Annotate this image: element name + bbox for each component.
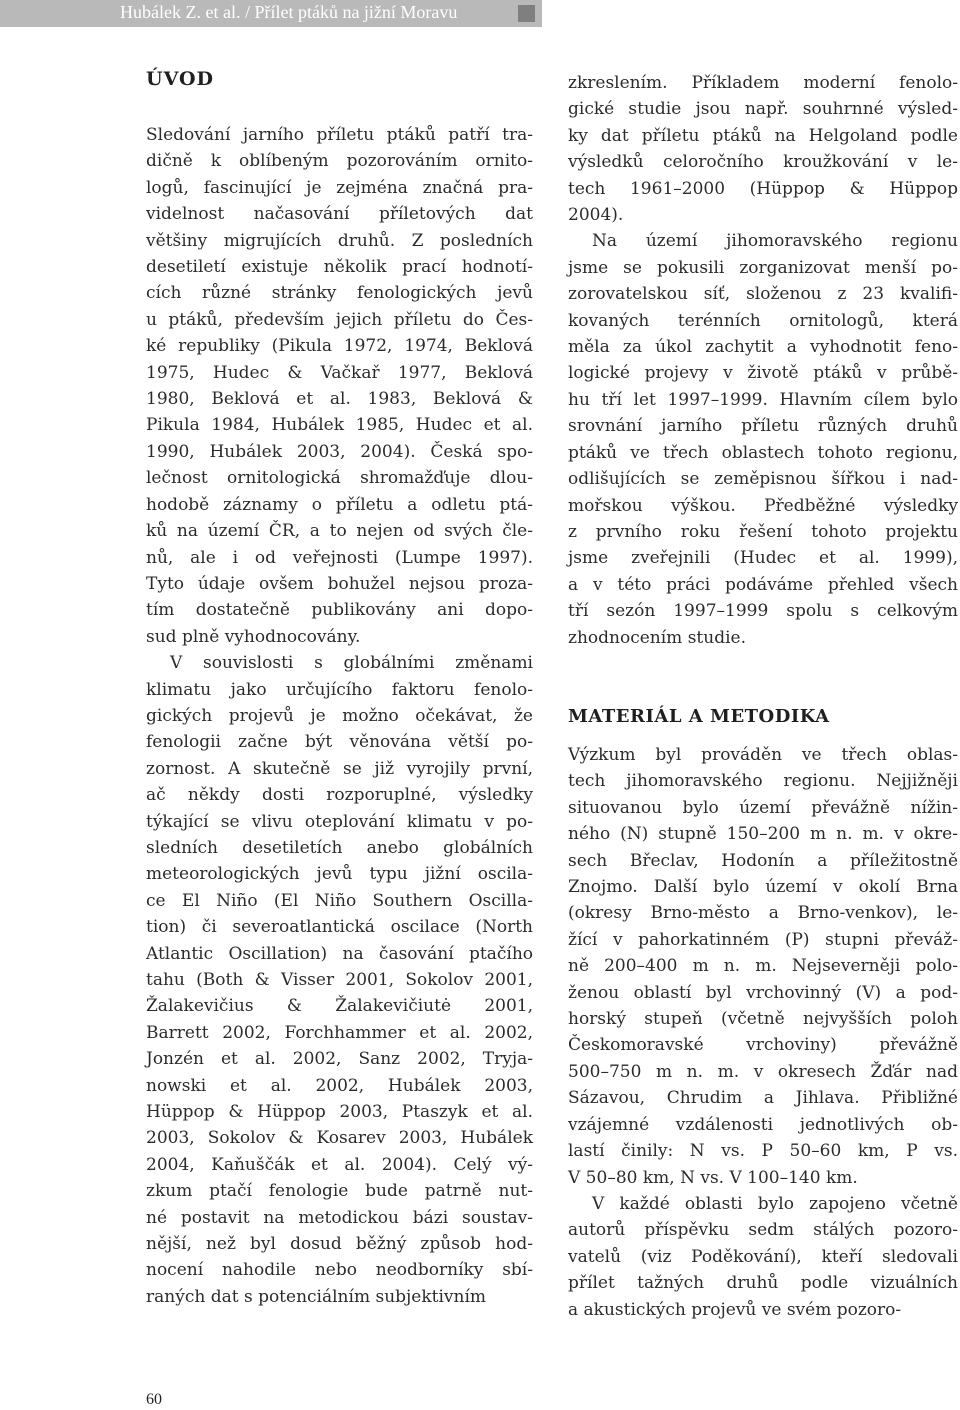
text-line: ké republiky (Pikula 1972, 1974, Beklová bbox=[146, 336, 533, 357]
text-line: Hüppop & Hüppop 2003, Ptaszyk et al. bbox=[146, 1102, 533, 1123]
text-line: logické projevy v životě ptáků v průbě- bbox=[568, 363, 958, 384]
text-line: 2003, Sokolov & Kosarev 2003, Hubálek bbox=[146, 1128, 533, 1149]
text-line: Znojmo. Další bylo území v okolí Brna bbox=[568, 877, 958, 898]
text-line: sud plně vyhodnocovány. bbox=[146, 626, 361, 647]
text-line: většiny migrujících druhů. Z posledních bbox=[146, 230, 533, 251]
text-line: Atlantic Oscillation) na časování ptačího bbox=[146, 943, 533, 964]
text-line: zkum ptačí fenologie bude patrně nut- bbox=[146, 1181, 533, 1202]
text-line: nowski et al. 2002, Hubálek 2003, bbox=[146, 1075, 533, 1096]
text-line: nocení nahodile nebo neodborníky sbí- bbox=[146, 1260, 533, 1281]
text-line: sech Břeclav, Hodonín a příležitostně bbox=[568, 850, 958, 871]
text-line: zhodnocením studie. bbox=[568, 627, 746, 648]
text-line: 500–750 m n. m. v okresech Žďár nad bbox=[568, 1061, 958, 1082]
right-text-column-top bbox=[568, 70, 958, 651]
text-line: V 50–80 km, N vs. V 100–140 km. bbox=[568, 1167, 858, 1188]
text-line: vatelů (viz Poděkování), kteří sledovali bbox=[568, 1246, 958, 1267]
text-line: Českomoravské vrchoviny) převážně bbox=[568, 1035, 958, 1056]
text-line: gické studie jsou např. souhrnné výsled- bbox=[568, 99, 958, 120]
text-line: sledních desetiletích anebo globálních bbox=[146, 837, 533, 858]
text-line: 1990, Hubálek 2003, 2004). Česká spo- bbox=[146, 441, 533, 462]
text-line: srovnání jarního příletu různých druhů bbox=[568, 416, 958, 437]
text-line: zkreslením. Příkladem moderní fenolo- bbox=[568, 73, 958, 93]
text-line: hu tří let 1997–1999. Hlavním cílem bylo bbox=[568, 389, 958, 410]
section-heading-uvod: ÚVOD bbox=[146, 68, 215, 90]
text-line: hodobě záznamy o příletu a odletu ptá- bbox=[146, 494, 533, 515]
text-line: logů, fascinující je zejména značná pra- bbox=[146, 177, 533, 198]
text-line: videlnost načasování příletových dat bbox=[146, 204, 533, 225]
text-line: 1975, Hudec & Vačkař 1977, Beklová bbox=[146, 362, 533, 383]
text-line: ce El Niño (El Niño Southern Oscilla- bbox=[146, 890, 533, 911]
text-line: Jonzén et al. 2002, Sanz 2002, Tryja- bbox=[146, 1049, 533, 1070]
text-line: horský stupeň (včetně nejvyšších poloh bbox=[568, 1009, 958, 1030]
text-line: V každé oblasti bylo zapojeno včetně bbox=[592, 1193, 958, 1214]
text-line: tahu (Both & Visser 2001, Sokolov 2001, bbox=[146, 970, 533, 990]
text-line: měla za úkol zachytit a vyhodnotit feno- bbox=[568, 337, 958, 358]
text-line: ptáků ve třech oblastech tohoto regionu, bbox=[568, 442, 958, 463]
page-number: 60 bbox=[146, 1391, 162, 1408]
text-line: 1980, Beklová et al. 1983, Beklová & bbox=[146, 389, 533, 410]
text-line: (okresy Brno-město a Brno-venkov), le- bbox=[568, 903, 958, 924]
text-line: dičně k oblíbeným pozorováním ornito- bbox=[146, 151, 533, 172]
text-line: Barrett 2002, Forchhammer et al. 2002, bbox=[146, 1022, 533, 1043]
text-line: tion) či severoatlantická oscilace (North bbox=[146, 917, 533, 938]
text-line: fenologii začne být věnována větší po- bbox=[146, 732, 533, 753]
running-header bbox=[0, 0, 542, 27]
text-line: žící v pahorkatinném (P) stupni převáž- bbox=[568, 929, 958, 950]
text-line: Sázavou, Chrudim a Jihlava. Přibližné bbox=[568, 1088, 958, 1109]
text-line: Výzkum byl prováděn ve třech oblas- bbox=[568, 745, 958, 765]
text-line: a v této práci podáváme přehled všech bbox=[568, 574, 958, 595]
text-line: tím dostatečně publikovány ani dopo- bbox=[146, 600, 533, 621]
text-line: Žalakevičius & Žalakevičiutė 2001, bbox=[146, 996, 533, 1017]
text-line: 2004, Kaňuščák et al. 2004). Celý vý- bbox=[146, 1154, 533, 1175]
text-line: nější, než byl dosud běžný způsob hod- bbox=[146, 1234, 533, 1255]
text-line: ky dat příletu ptáků na Helgoland podle bbox=[568, 125, 958, 146]
text-line: lečnost ornitologická shromažďuje dlou- bbox=[146, 468, 533, 489]
text-line: z prvního roku řešení tohoto projektu bbox=[568, 521, 958, 542]
text-line: cích různé stránky fenologických jevů bbox=[146, 283, 533, 304]
text-line: desetiletí existuje několik prací hodnotí- bbox=[146, 257, 533, 278]
text-line: ně 200–400 m n. m. Nejseverněji polo- bbox=[568, 956, 958, 977]
text-line: lastí činily: N vs. P 50–60 km, P vs. bbox=[568, 1141, 958, 1162]
text-line: né postavit na metodickou bázi soustav- bbox=[146, 1207, 533, 1228]
text-line: autorů příspěvku sedm stálých pozoro- bbox=[568, 1220, 958, 1241]
text-line: ženou oblastí byl vrchovinný (V) a pod- bbox=[568, 982, 958, 1003]
right-text-column-bottom bbox=[568, 742, 958, 1323]
text-line: ač někdy dosti rozporuplné, výsledky bbox=[146, 785, 533, 806]
text-line: mořskou výškou. Předběžné výsledky bbox=[568, 495, 958, 516]
text-line: jsme se pokusili zorganizovat menší po- bbox=[568, 257, 958, 278]
text-line: ků na území ČR, a to nejen od svých čle- bbox=[146, 521, 533, 542]
text-line: u ptáků, především jejich příletu do Čes- bbox=[146, 309, 533, 330]
text-line: Tyto údaje ovšem bohužel nejsou proza- bbox=[146, 573, 533, 594]
text-line: Sledování jarního příletu ptáků patří tra- bbox=[146, 125, 533, 145]
text-line: nů, ale i od veřejnosti (Lumpe 1997). bbox=[146, 547, 533, 568]
text-line: a akustických projevů ve svém pozoro- bbox=[568, 1299, 902, 1320]
text-line: vzájemné vzdálenosti jednotlivých ob- bbox=[568, 1114, 958, 1135]
text-line: raných dat s potenciálním subjektivním bbox=[146, 1286, 487, 1307]
text-line: tří sezón 1997–1999 spolu s celkovým bbox=[568, 601, 958, 622]
running-title: Hubálek Z. et al. / Přílet ptáků na jižní Moravu bbox=[120, 2, 458, 22]
section-heading-metodika: MATERIÁL A METODIKA bbox=[568, 706, 830, 727]
text-line: situovanou bylo území převážně nížin- bbox=[568, 797, 958, 818]
text-line: zornost. A skutečně se již vyrojily první, bbox=[146, 758, 533, 779]
text-line: klimatu jako určujícího faktoru fenolo- bbox=[146, 679, 533, 700]
text-line: Pikula 1984, Hubálek 1985, Hudec et al. bbox=[146, 415, 533, 436]
text-line: zorovatelskou síť, složenou z 23 kvalifi- bbox=[568, 284, 958, 305]
text-line: odlišujících se zeměpisnou šířkou i nad- bbox=[568, 469, 958, 490]
header-square-icon bbox=[518, 5, 535, 22]
text-line: ného (N) stupně 150–200 m n. m. v okre- bbox=[568, 824, 958, 845]
text-line: týkající se vlivu oteplování klimatu v po- bbox=[146, 811, 533, 832]
text-line: kovaných terénních ornitologů, která bbox=[568, 310, 958, 331]
text-line: gických projevů je možno očekávat, že bbox=[146, 705, 533, 726]
left-text-column bbox=[146, 122, 533, 1310]
text-line: výsledků celoročního kroužkování v le- bbox=[568, 152, 958, 173]
text-line: 2004). bbox=[568, 205, 624, 226]
text-line: V souvislosti s globálními změnami bbox=[170, 653, 533, 674]
text-line: tech jihomoravského regionu. Nejjižněji bbox=[568, 771, 958, 792]
text-line: jsme zveřejnili (Hudec et al. 1999), bbox=[568, 548, 958, 569]
text-line: tech 1961–2000 (Hüppop & Hüppop bbox=[568, 178, 958, 199]
text-line: přílet tažných druhů podle vizuálních bbox=[568, 1273, 958, 1294]
text-line: Na území jihomoravského regionu bbox=[592, 231, 958, 252]
text-line: meteorologických jevů typu jižní oscila- bbox=[146, 864, 533, 885]
